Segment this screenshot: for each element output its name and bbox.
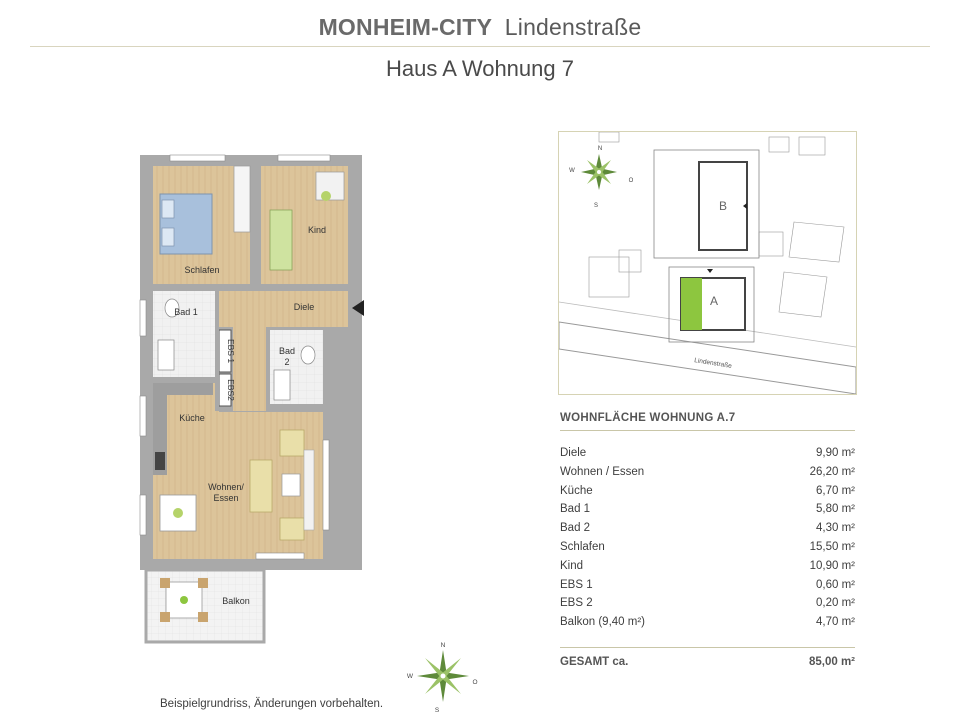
area-row xyxy=(560,485,855,504)
area-row xyxy=(560,541,855,560)
area-row-name: EBS 2 xyxy=(560,597,593,610)
compass-w: W xyxy=(406,673,414,680)
area-row-name: EBS 1 xyxy=(560,578,593,591)
compass-icon xyxy=(403,640,483,716)
page-title xyxy=(0,14,960,41)
label-wohnen-line1: Wohnen/ xyxy=(208,482,244,492)
floor-plan xyxy=(130,150,370,645)
label-kind: Kind xyxy=(307,225,327,235)
label-balkon: Balkon xyxy=(222,596,250,606)
area-row xyxy=(560,522,855,541)
total-label: GESAMT ca. xyxy=(560,655,629,668)
total-divider xyxy=(560,647,855,648)
house-a-label: A xyxy=(709,294,719,308)
label-bad1: Bad 1 xyxy=(174,307,198,317)
site-compass-n: N xyxy=(597,146,603,152)
label-ebs2: EBS2 xyxy=(226,379,236,401)
area-row-value: 9,90 m² xyxy=(816,447,855,459)
title-divider xyxy=(30,46,930,47)
label-bad2-line2: 2 xyxy=(284,357,290,367)
area-row-value: 5,80 m² xyxy=(816,503,855,516)
disclaimer-footnote: Beispielgrundriss, Änderungen vorbehalten. xyxy=(160,698,384,710)
total-row xyxy=(560,656,855,668)
area-row-value: 0,60 m² xyxy=(816,578,855,591)
site-compass-s: S xyxy=(593,203,599,209)
area-row-name: Balkon (9,40 m²) xyxy=(560,616,646,629)
label-diele: Diele xyxy=(293,302,315,312)
coffee-table-icon xyxy=(282,474,300,496)
site-compass-o: O xyxy=(628,178,634,184)
area-row-name: Diele xyxy=(560,447,587,459)
area-row-name: Bad 1 xyxy=(560,503,591,516)
area-row xyxy=(560,579,855,598)
apartment-a7-highlight xyxy=(681,278,702,330)
label-bad2-line1: Bad xyxy=(278,346,296,356)
armchair-icon xyxy=(280,430,304,456)
child-bed-icon xyxy=(270,210,292,270)
area-rows xyxy=(560,447,855,635)
room-diele-corridor xyxy=(233,327,266,411)
label-schlafen: Schlafen xyxy=(184,265,220,275)
site-plan xyxy=(558,131,857,395)
area-row xyxy=(560,616,855,635)
apartment-subtitle: Haus A Wohnung 7 xyxy=(386,56,574,81)
area-row-name: Schlafen xyxy=(560,540,605,553)
area-row-value: 10,90 m² xyxy=(809,559,855,572)
room-diele xyxy=(215,291,348,327)
area-row-value: 0,20 m² xyxy=(816,597,855,610)
area-row-value: 15,50 m² xyxy=(809,540,855,553)
total-value: 85,00 m² xyxy=(808,655,855,668)
area-table-heading: WOHNFLÄCHE WOHNUNG A.7 xyxy=(560,412,855,431)
street-title: Lindenstraße xyxy=(504,14,642,40)
site-street-label: Lindenstraße xyxy=(693,357,733,370)
area-table xyxy=(560,412,855,668)
sofa-icon xyxy=(250,460,272,512)
area-row xyxy=(560,597,855,616)
compass-n: N xyxy=(440,642,446,649)
label-kueche: Küche xyxy=(179,413,205,423)
area-row xyxy=(560,447,855,466)
area-row-value: 4,30 m² xyxy=(816,522,855,535)
label-ebs1: EBS 1 xyxy=(226,338,236,364)
house-b-label: B xyxy=(718,199,728,213)
site-compass-w: W xyxy=(569,168,575,174)
brand-title: MONHEIM-CITY xyxy=(318,14,493,40)
area-row xyxy=(560,560,855,579)
compass-s: S xyxy=(434,707,440,714)
area-row-value: 26,20 m² xyxy=(809,465,855,478)
compass-o: O xyxy=(472,679,478,686)
label-wohnen-line2: Essen xyxy=(213,493,239,503)
area-row-value: 6,70 m² xyxy=(816,484,855,497)
area-row-name: Kind xyxy=(560,559,584,572)
area-row-name: Wohnen / Essen xyxy=(560,465,645,478)
area-row-name: Küche xyxy=(560,484,593,497)
area-row xyxy=(560,466,855,485)
area-row xyxy=(560,503,855,522)
site-compass-icon xyxy=(581,154,617,190)
shower-icon xyxy=(158,340,174,370)
area-row-name: Bad 2 xyxy=(560,522,591,535)
area-row-value: 4,70 m² xyxy=(816,616,855,629)
